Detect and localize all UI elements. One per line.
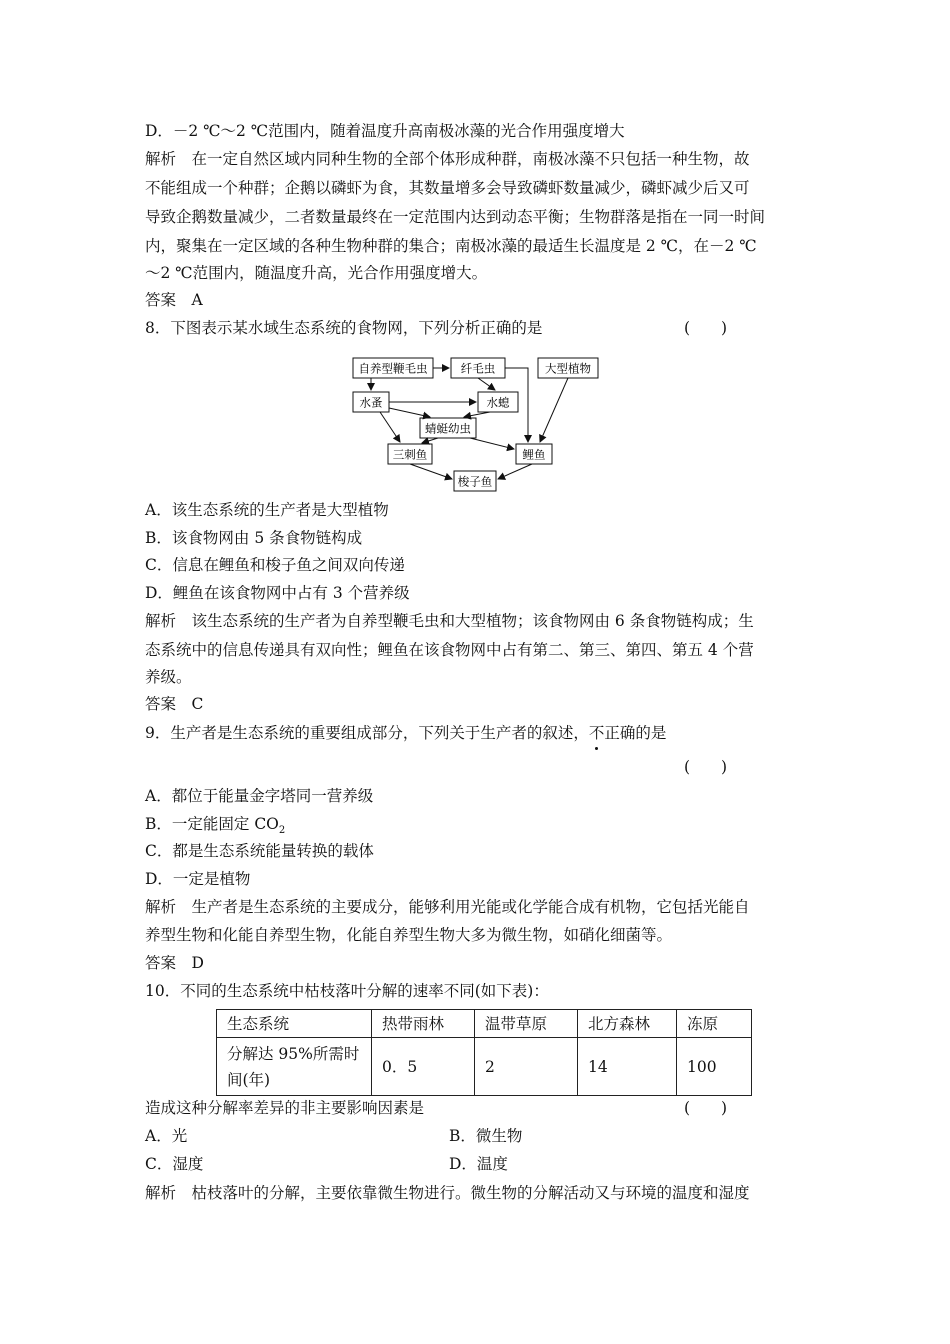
table-header-cell: 热带雨林 [372,1010,475,1038]
table-cell: 2 [475,1038,578,1096]
q9-option-a: A．都位于能量金字塔同一营养级 [145,787,374,805]
q7-option-d: D．－2 ℃～2 ℃范围内，随着温度升高南极冰藻的光合作用强度增大 [145,122,625,140]
q9-answer-paren: ( ) [684,758,728,776]
q8-option-c: C．信息在鲤鱼和梭子鱼之间双向传递 [145,556,405,574]
table-header-cell: 温带草原 [475,1010,578,1038]
q8-answer-paren: ( ) [684,319,728,337]
node-large-plant [538,358,598,378]
svg-text:三刺鱼: 三刺鱼 [392,447,428,462]
q10-analysis-line-1: 解析 枯枝落叶的分解，主要依靠微生物进行。微生物的分解活动又与环境的温度和湿度 [145,1184,750,1202]
svg-text:水蚤: 水蚤 [359,395,383,410]
q8-analysis-line-2: 态系统中的信息传递具有双向性；鲤鱼在该食物网中占有第二、第三、第四、第五 4 个营 [145,641,754,659]
svg-text:大型植物: 大型植物 [545,361,591,376]
table-header-cell: 生态系统 [217,1010,372,1038]
table-row-label: 分解达 95%所需时 间(年) [217,1038,372,1096]
q10-option-a: A．光 [145,1127,188,1145]
table-row [217,1038,752,1096]
svg-text:鲤鱼: 鲤鱼 [522,447,546,462]
q7-analysis-line-3: 导致企鹅数量减少，二者数量最终在一定范围内达到动态平衡；生物群落是指在一同一时间 [145,208,766,226]
q9-option-c: C．都是生态系统能量转换的载体 [145,842,374,860]
q9-analysis-line-2: 养型生物和化能自养型生物，化能自养型生物大多为微生物，如硝化细菌等。 [145,926,673,944]
svg-text:蜻蜓幼虫: 蜻蜓幼虫 [425,421,471,436]
q8-option-b: B．该食物网由 5 条食物链构成 [145,529,363,547]
node-carp [516,444,552,464]
q9-option-b [145,814,285,841]
food-web-diagram [350,354,610,494]
q7-analysis-line-4: 内，聚集在一定区域的各种生物种群的集合；南极冰藻的最适生长温度是 2 ℃，在－2 ℃ [145,237,757,255]
table-header-cell: 冻原 [677,1010,752,1038]
q10-stem: 10．不同的生态系统中枯枝落叶分解的速率不同(如下表)： [145,982,549,1000]
q10-option-b: B．微生物 [449,1127,523,1145]
svg-text:梭子鱼: 梭子鱼 [457,474,493,489]
q9-stem-before: 9．生产者是生态系统的重要组成部分，下列关于生产者的叙述， [145,724,589,742]
table-cell: 0．5 [372,1038,475,1096]
node-dragonfly-larva [420,418,476,438]
q10-option-d: D．温度 [449,1155,508,1173]
table-cell: 100 [677,1038,752,1096]
q9-stem [145,723,666,743]
q7-analysis-line-5: ～2 ℃范围内，随温度升高，光合作用强度增大。 [145,264,488,282]
decomposition-table [216,1009,752,1096]
q9-stem-emphasis: 不 [588,724,605,742]
q8-answer: 答案 C [145,695,204,713]
q9-option-d: D．一定是植物 [145,870,251,888]
table-header-cell: 北方森林 [578,1010,677,1038]
svg-text:水螅: 水螅 [486,395,510,410]
node-ciliate [451,358,505,378]
q7-analysis-line-1: 解析 在一定自然区域内同种生物的全部个体形成种群，南极冰藻不只包括一种生物，故 [145,150,750,168]
co2-subscript: 2 [278,825,286,837]
table-cell: 14 [578,1038,677,1096]
q8-analysis-line-3: 养级。 [145,668,192,686]
node-hydra [478,392,518,412]
q9-stem-after: 正确的是 [604,724,667,742]
q8-analysis-line-1: 解析 该生态系统的生产者为自养型鞭毛虫和大型植物；该食物网由 6 条食物链构成；生 [145,612,754,630]
q10-option-c: C．湿度 [145,1155,204,1173]
node-stickleback [388,444,432,464]
q10-question: 造成这种分解率差异的非主要影响因素是 [145,1099,425,1117]
node-pike [454,471,496,491]
q10-answer-paren: ( ) [684,1099,728,1117]
q7-analysis-line-2: 不能组成一个种群；企鹅以磷虾为食，其数量增多会导致磷虾数量减少，磷虾减少后又可 [145,179,750,197]
q8-option-a: A．该生态系统的生产者是大型植物 [145,501,389,519]
node-daphnia [353,392,389,412]
svg-text:纤毛虫: 纤毛虫 [460,361,496,376]
q7-answer: 答案 A [145,291,203,309]
q9-analysis-line-1: 解析 生产者是生态系统的主要成分，能够利用光能或化学能合成有机物，它包括光能自 [145,898,750,916]
q9-option-b-text: B．一定能固定 CO [145,815,279,833]
q9-answer: 答案 D [145,954,204,972]
q8-option-d: D．鲤鱼在该食物网中占有 3 个营养级 [145,584,410,602]
node-flagellate [353,358,433,378]
q8-stem: 8．下图表示某水域生态系统的食物网，下列分析正确的是 [145,319,543,337]
svg-text:自养型鞭毛虫: 自养型鞭毛虫 [358,361,428,376]
table-header-row [217,1010,752,1038]
